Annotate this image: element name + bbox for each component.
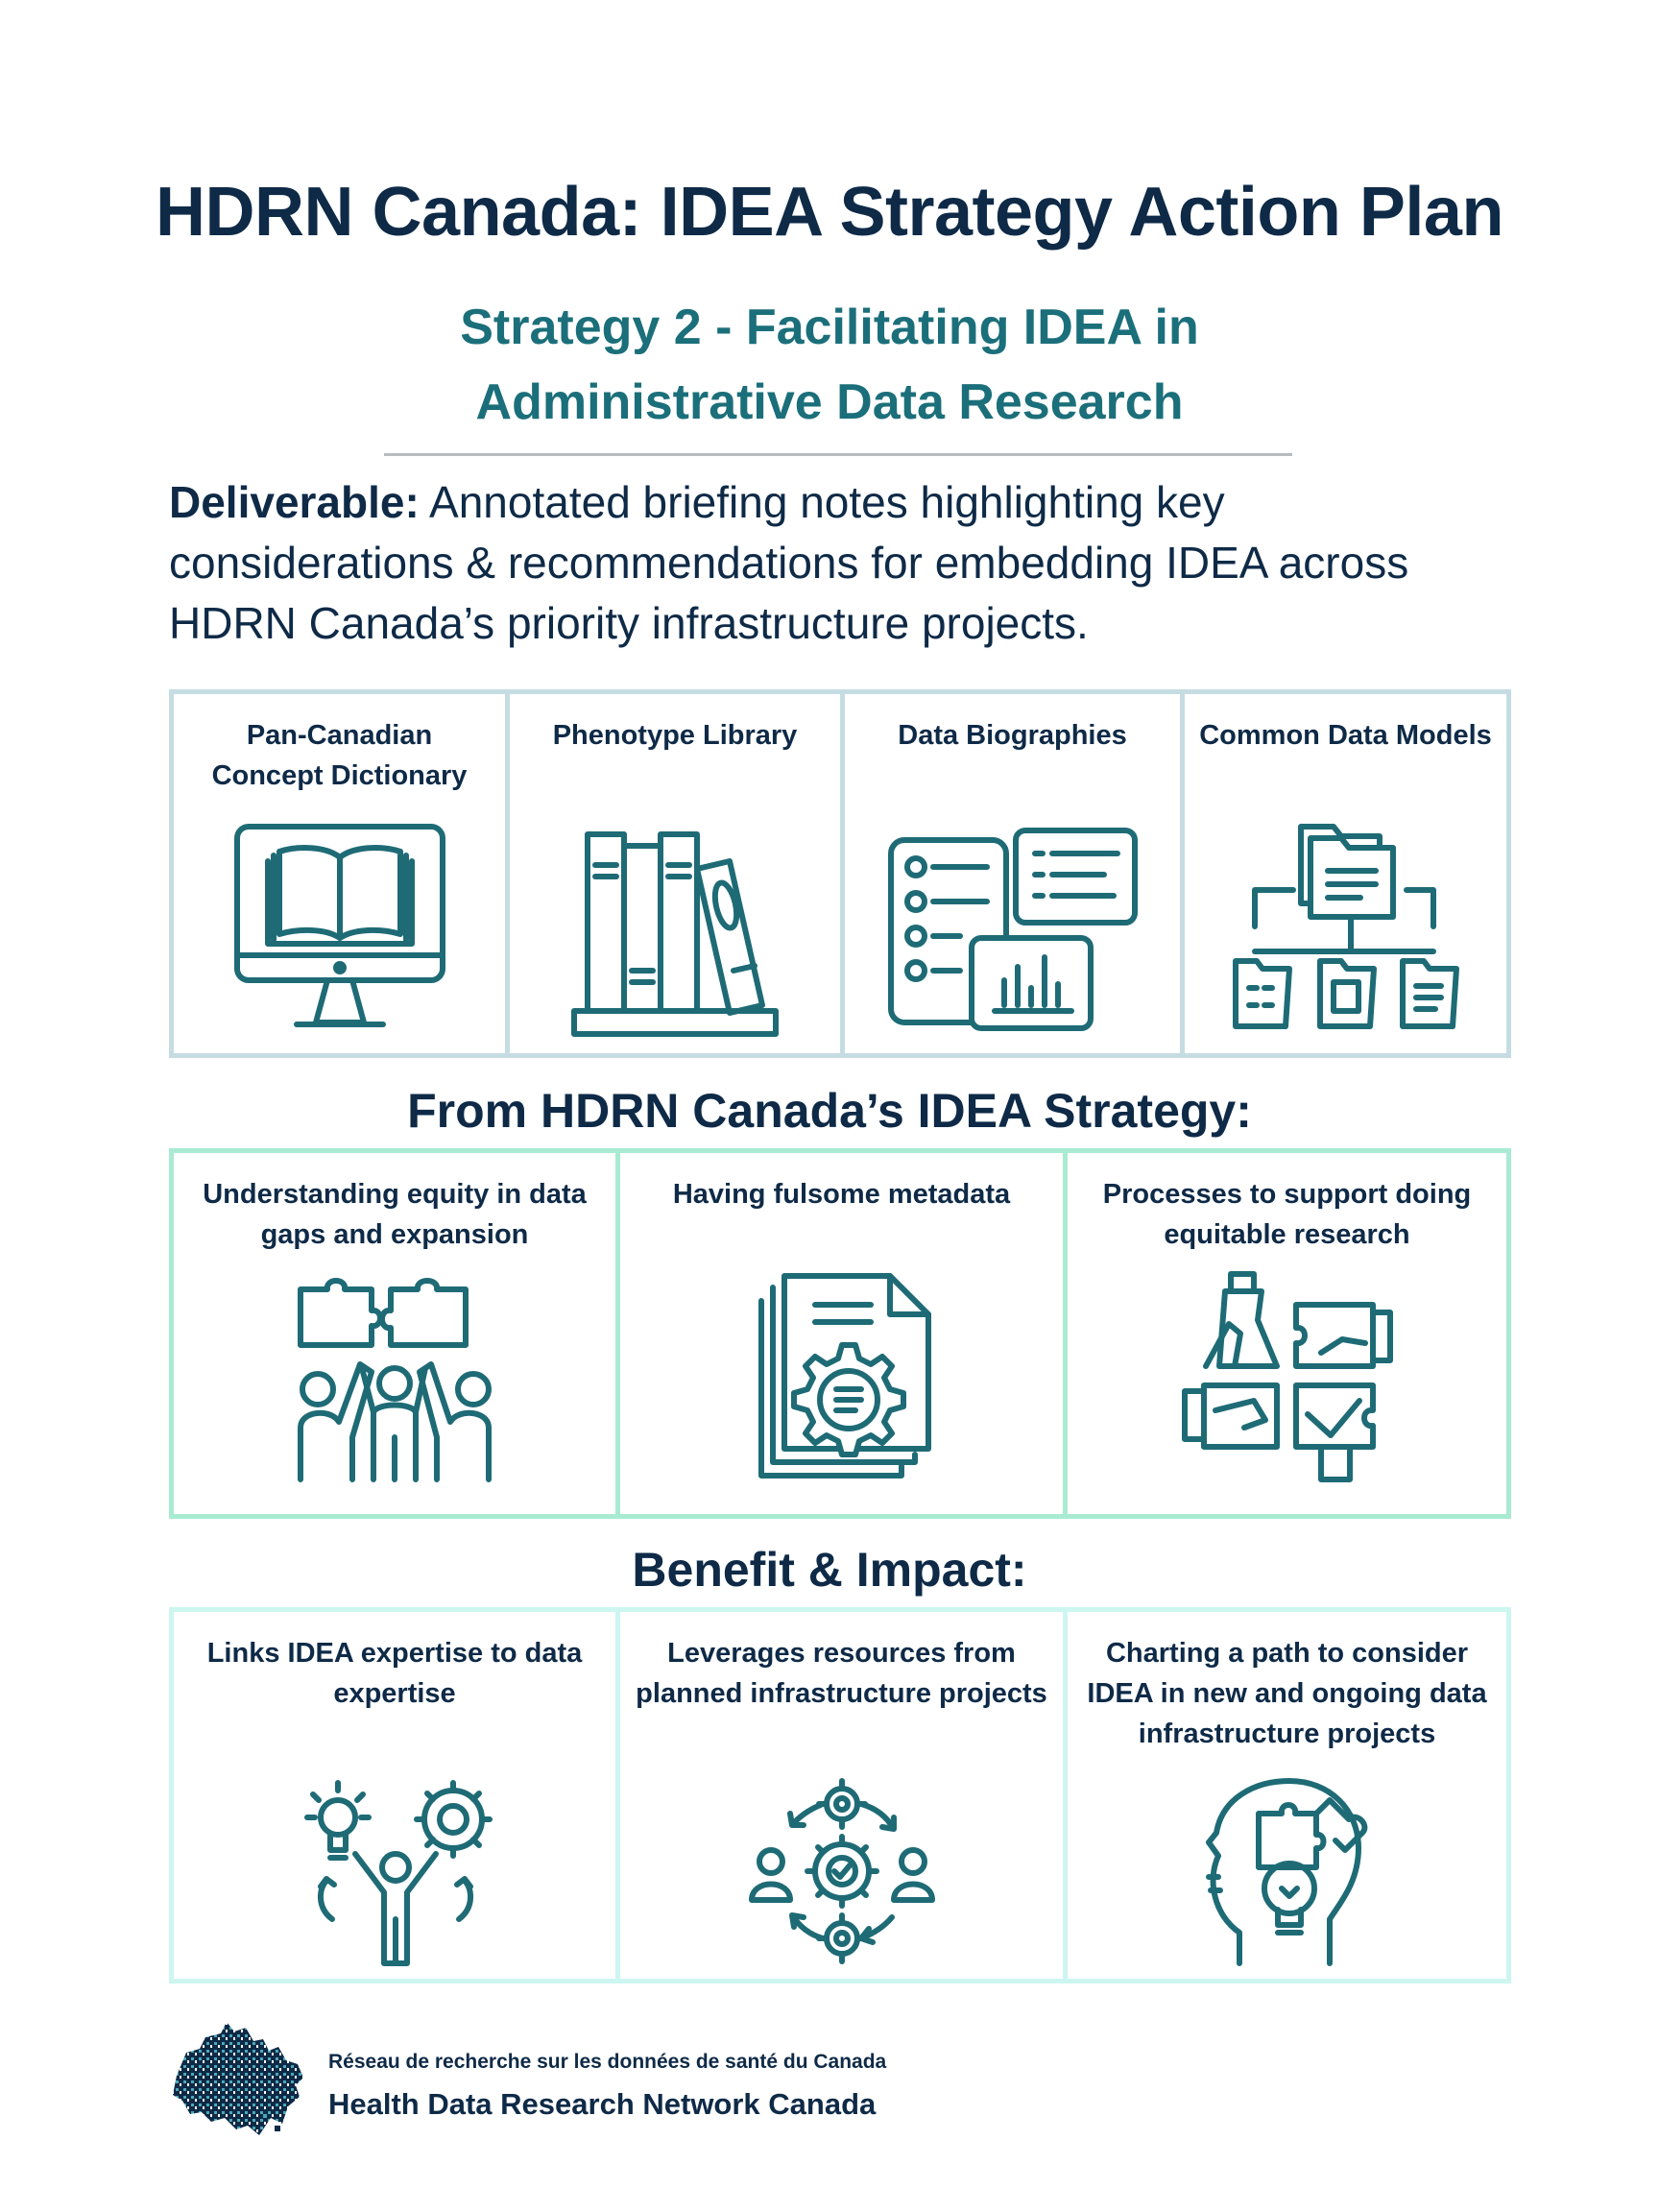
hands-puzzle-icon <box>1177 1266 1398 1487</box>
strategy-grid <box>169 1148 1511 1519</box>
idea-person-icon <box>294 1775 495 1967</box>
benefit-grid <box>169 1607 1511 1984</box>
network-name-french: Réseau de recherche sur les données de santé du Canada <box>328 2051 887 2073</box>
benefit-label: Links IDEA expertise to data expertise <box>206 1638 583 1709</box>
benefit-heading: Benefit & Impact: <box>632 1543 1027 1597</box>
gear-cycle-icon <box>746 1775 938 1967</box>
computer-book-icon <box>220 819 460 1040</box>
project-card <box>510 694 845 1053</box>
benefit-card <box>174 1612 620 1979</box>
divider <box>384 453 1292 456</box>
strategy-card <box>620 1153 1068 1514</box>
benefit-label: Charting a path to consider IDEA in new and ongoing data infrastructure projects <box>1087 1638 1487 1749</box>
network-name-english: Health Data Research Network Canada <box>328 2087 877 2121</box>
benefit-card <box>620 1612 1068 1979</box>
benefit-label: Leverages resources from planned infrastructure projects <box>636 1638 1047 1709</box>
strategy-label: Understanding equity in data gaps and expansion <box>203 1179 587 1250</box>
strategy-label: Having fulsome metadata <box>672 1179 1011 1210</box>
project-label: Phenotype Library <box>552 720 798 751</box>
subtitle-line-2: Administrative Data Research <box>475 374 1184 430</box>
page-subtitle <box>0 290 1659 440</box>
project-card <box>845 694 1185 1053</box>
page-title: HDRN Canada: IDEA Strategy Action Plan <box>156 174 1503 251</box>
teamwork-puzzle-icon <box>279 1268 510 1489</box>
deliverable-label: Deliverable: <box>169 477 420 527</box>
books-icon <box>565 827 785 1038</box>
document-gear-icon <box>746 1266 938 1487</box>
head-puzzle-icon <box>1201 1775 1374 1967</box>
project-card <box>1185 694 1506 1053</box>
benefit-card <box>1068 1612 1506 1979</box>
strategy-card <box>1068 1153 1506 1514</box>
deliverable-text <box>169 472 1513 654</box>
subtitle-line-1: Strategy 2 - Facilitating IDEA in <box>460 300 1199 355</box>
project-label: Common Data Models <box>1199 720 1492 751</box>
strategy-label: Processes to support doing equitable research <box>1102 1179 1472 1250</box>
projects-grid <box>169 689 1511 1058</box>
project-card <box>174 694 510 1053</box>
project-label: Data Biographies <box>898 720 1127 751</box>
strategy-heading: From HDRN Canada’s IDEA Strategy: <box>407 1084 1252 1138</box>
data-dashboard-icon <box>883 823 1142 1034</box>
deliverable-description: Annotated briefing notes highlighting key considerations & recommendations for embedding IDEA across HDRN Canada’s priority infrastructure projects. <box>169 477 1409 648</box>
folder-hierarchy-icon <box>1226 817 1466 1038</box>
strategy-card <box>174 1153 620 1514</box>
project-label: Pan-Canadian Concept Dictionary <box>211 720 468 791</box>
hdrn-logo-icon <box>167 2018 309 2141</box>
